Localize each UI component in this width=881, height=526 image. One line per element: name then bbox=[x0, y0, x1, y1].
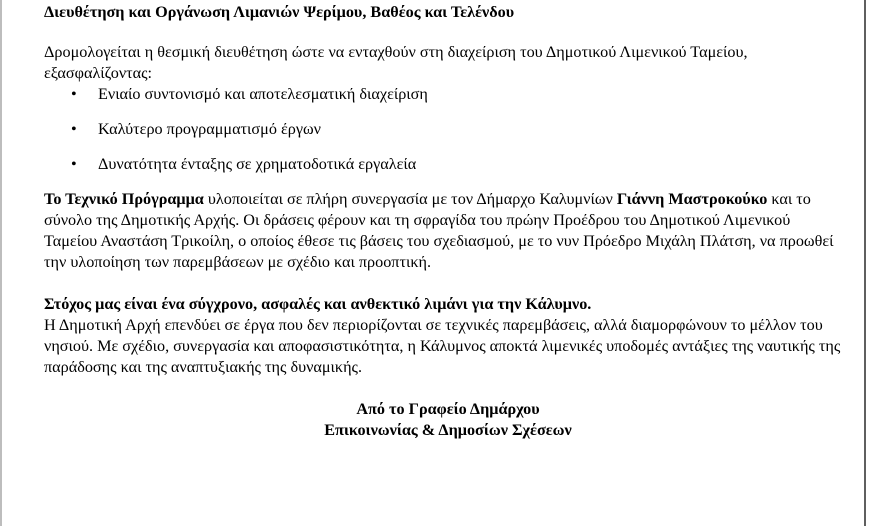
list-item bbox=[44, 119, 844, 140]
goal-heading: Στόχος μας είναι ένα σύγχρονο, ασφαλές και ανθεκτικό λιμάνι για την Κάλυμνο. bbox=[44, 295, 592, 313]
bullet-icon: • bbox=[71, 85, 77, 103]
signature-block bbox=[44, 399, 852, 441]
section-title: Διευθέτηση και Οργάνωση Λιμανιών Ψερίμου, Βαθέος και Τελένδου bbox=[44, 3, 515, 21]
list-item-text: Καλύτερο προγραμματισμό έργων bbox=[98, 120, 321, 138]
document-page bbox=[44, 2, 844, 441]
bullet-icon: • bbox=[71, 155, 77, 173]
intro-paragraph: Δρομολογείται η θεσμική διευθέτηση ώστε να ενταχθούν στη διαχείριση του Δημοτικού Λιμενικού Ταμείου, εξασφαλίζοντας: bbox=[44, 43, 748, 82]
program-label: Το Τεχνικό Πρόγραμμα bbox=[44, 190, 204, 208]
list-item-text: Δυνατότητα ένταξης σε χρηματοδοτικά εργαλεία bbox=[98, 155, 417, 173]
list-item bbox=[44, 84, 844, 105]
signature-line-department: Επικοινωνίας & Δημοσίων Σχέσεων bbox=[324, 421, 572, 439]
list-item-text: Ενιαίο συντονισμό και αποτελεσματική διαχείριση bbox=[98, 85, 428, 103]
goal-text: Η Δημοτική Αρχή επενδύει σε έργα που δεν περιορίζονται σε τεχνικές παρεμβάσεις, αλλά διαμορφώνουν το μέλλον του νησιού. Με σχέδιο, συνεργασία και αποφασιστικότητα, η Κάλυμνος αποκτά λιμενικές υποδομές αντάξιες της ναυτικής της παράδοσης και της αναπτυξιακής της δυναμικής. bbox=[44, 316, 841, 376]
list-item bbox=[44, 154, 844, 175]
program-text-part1: υλοποιείται σε πλήρη συνεργασία με τον Δήμαρχο Καλυμνίων bbox=[203, 190, 617, 208]
page-left-border bbox=[0, 0, 2, 526]
bullet-icon: • bbox=[71, 120, 77, 138]
program-text-part2: και το σύνολο της Δημοτικής Αρχής. Οι δράσεις φέρουν και τη σφραγίδα του πρώην Προέδρου του Δημοτικού Λιμενικού Ταμείου Αναστάση Τρικοίλη, ο οποίος έθεσε τις βάσεις του σχεδιασμού, με το νυν Πρόεδρο Μιχάλη Πλάτση, να προωθεί την υλοποίηση των παρεμβάσεων με σχέδιο και προοπτική. bbox=[44, 190, 834, 271]
page-right-border bbox=[864, 0, 866, 526]
goal-paragraph bbox=[44, 294, 844, 378]
signature-line-office: Από το Γραφείο Δημάρχου bbox=[356, 400, 540, 418]
program-paragraph bbox=[44, 189, 844, 273]
benefits-list bbox=[44, 84, 844, 175]
mayor-name: Γιάννη Μαστροκούκο bbox=[616, 190, 768, 208]
